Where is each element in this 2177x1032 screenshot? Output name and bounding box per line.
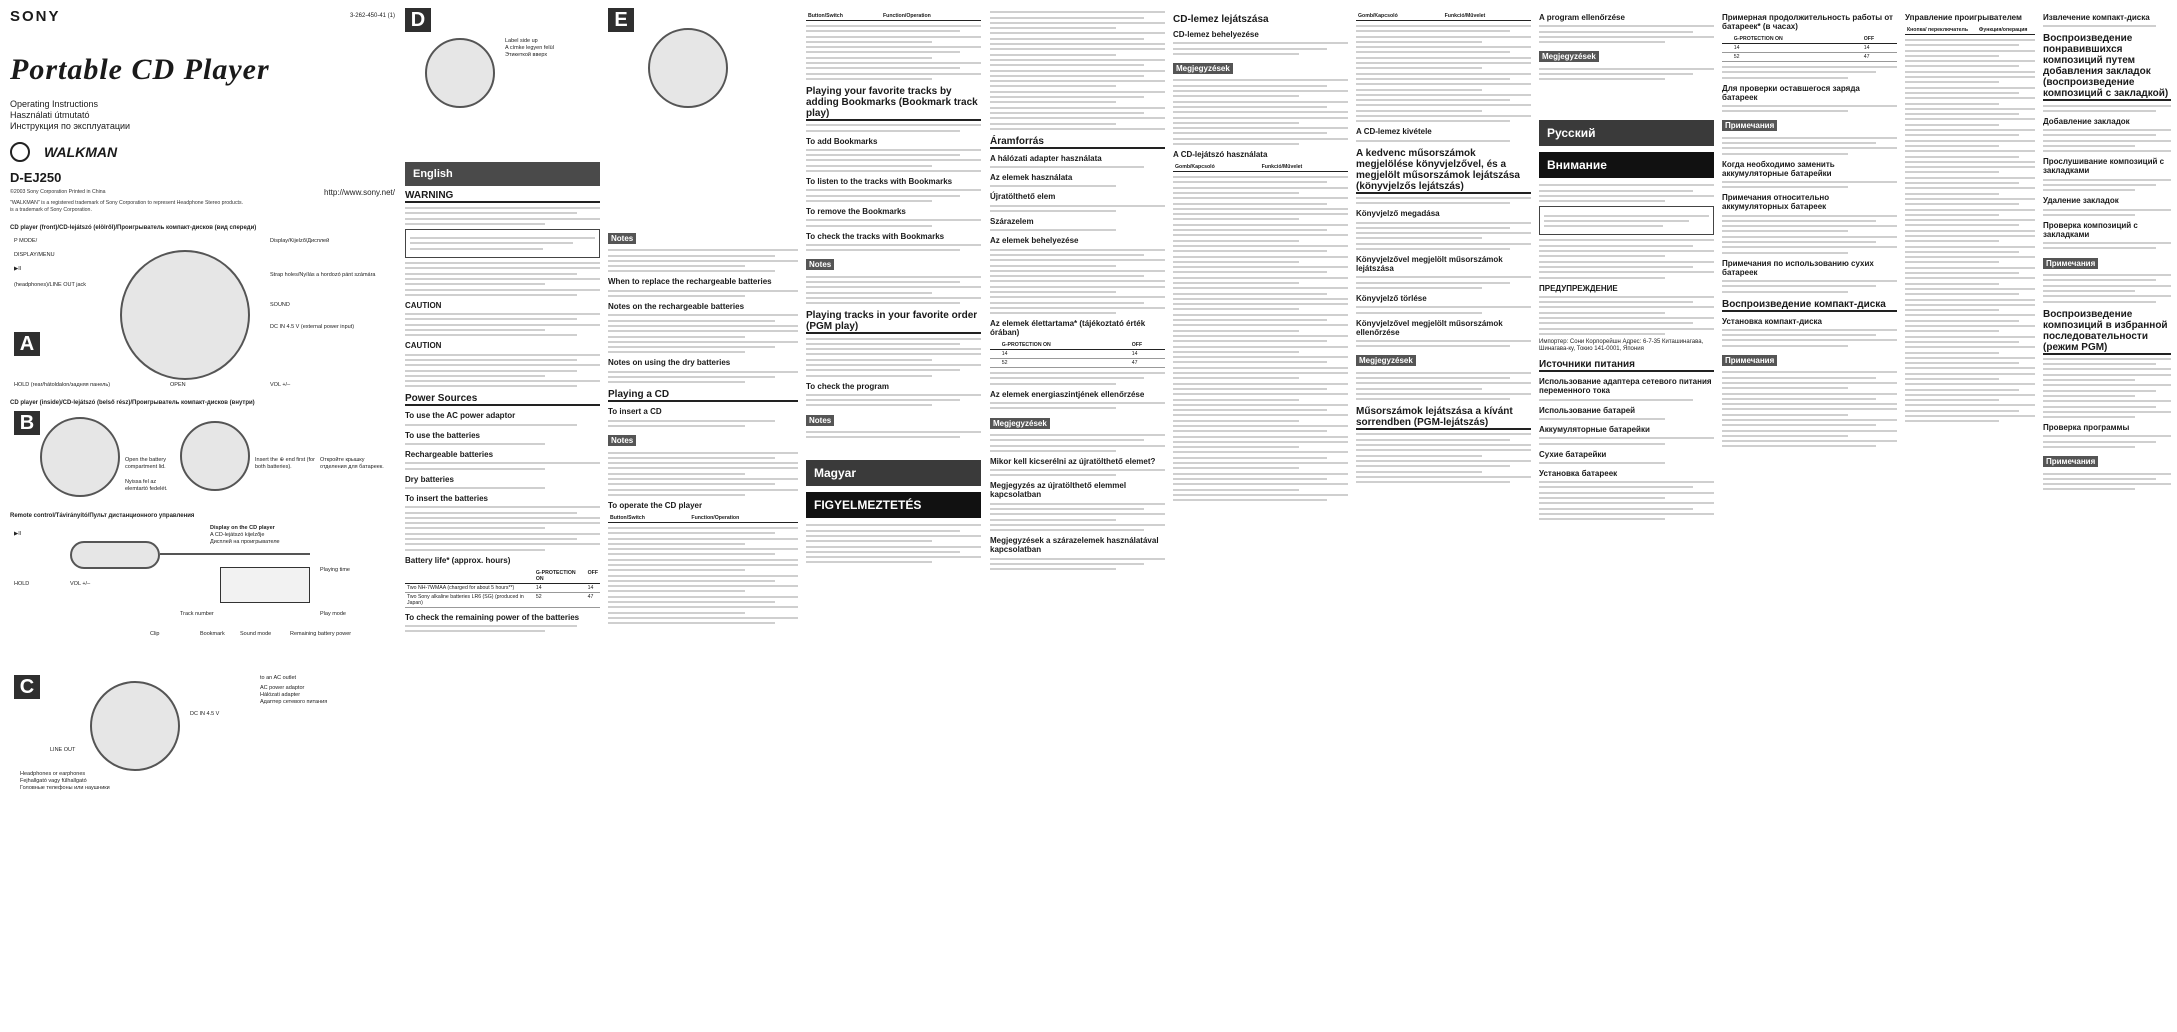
- remote-label-display-hu: A CD-lejátszó kijelzője: [210, 531, 265, 538]
- table-row: Two Sony alkaline batteries LR6 (SG) (produced in Japan) 52 47: [405, 592, 600, 607]
- playing-cd-heading: Playing a CD: [608, 389, 798, 402]
- russian-column-3: [1905, 8, 2035, 1024]
- dry-batteries-heading: Dry batteries: [405, 474, 454, 484]
- copyright: ©2003 Sony Corporation Printed in China: [10, 189, 106, 195]
- sony-logo: SONY: [10, 8, 61, 25]
- ru-pgm-heading: Воспроизведение композиций в избранной последовательности (режим PGM): [2043, 309, 2171, 355]
- label-open: OPEN: [170, 382, 186, 389]
- listen-bookmarks-heading: To listen to the tracks with Bookmarks: [806, 177, 953, 187]
- label-side-up-ru: Этикеткой вверх: [505, 52, 548, 58]
- hu-cd-insert-heading: CD-lemez behelyezése: [1173, 30, 1259, 39]
- hu-bookmark-remove-heading: Könyvjelző törlése: [1356, 293, 1427, 303]
- ru-bookmark-heading: Воспроизведение понравившихся композиций путем добавления закладок (воспроизведение композиций с закладкой): [2043, 33, 2171, 101]
- remote-label-display: Display on the CD player: [210, 524, 275, 531]
- hu-life-heading: Az elemek élettartama* (tájékoztató érték órában): [990, 319, 1146, 338]
- trademark-note: "WALKMAN" is a registered trademark of Sony Corporation to represent Headphone Stereo products.: [10, 200, 244, 207]
- ac-adaptor-heading: To use the AC power adaptor: [405, 411, 516, 421]
- english-caution-heading: CAUTION: [405, 300, 442, 310]
- website-link[interactable]: http://www.sony.net/: [324, 188, 395, 197]
- ru-batteries-heading: Использование батарей: [1539, 405, 1636, 415]
- battery-table-head-on: G-PROTECTION ON: [534, 569, 586, 584]
- label-hold: HOLD (rear/hátoldalon/задняя панель): [14, 382, 111, 389]
- label-pmode: P MODE/: [14, 238, 38, 245]
- hu-replace-heading: Mikor kell kicserélni az újratölthető elemet?: [990, 456, 1156, 466]
- english-column-2: [608, 8, 798, 1024]
- notes-heading-2: Notes: [608, 435, 636, 446]
- operate-table-continued: [806, 12, 981, 21]
- inside-figure: [10, 407, 395, 507]
- hu-notes-heading-3: Megjegyzések: [1356, 355, 1416, 366]
- insert-cd-heading: To insert a CD: [608, 407, 662, 417]
- label-dc-in-45: DC IN 4.5 V: [190, 710, 220, 717]
- insert-batteries-heading: To insert the batteries: [405, 493, 488, 503]
- model-number: D-EJ250: [10, 170, 62, 185]
- cd-player-inside-illustration: [40, 417, 120, 497]
- batteries-heading: To use the batteries: [405, 430, 480, 440]
- cd-logo-icon: [10, 142, 30, 162]
- remote-label-battery: Remaining battery power: [290, 630, 352, 637]
- hu-operate-table-continued: Gomb/Kapcsoló Funkció/Művelet: [1356, 12, 1531, 21]
- english-column-1: [405, 8, 600, 1024]
- ru-pgm-check-heading: Проверка программы: [2043, 423, 2130, 433]
- label-vol: VOL +/–: [270, 382, 291, 389]
- hu-adaptor-heading: A hálózati adapter használata: [990, 153, 1102, 163]
- remote-label-playmode: Play mode: [320, 610, 346, 617]
- english-column-3: [806, 8, 981, 1024]
- add-bookmarks-heading: To add Bookmarks: [806, 136, 878, 146]
- ru-notes-dry-heading: Примечания по использованию сухих батареек: [1722, 258, 1874, 277]
- hu-bookmark-add-heading: Könyvjelző megadása: [1356, 209, 1440, 219]
- hungarian-column-3: [1356, 8, 1531, 1024]
- label-ac-adaptor: AC power adaptor: [260, 684, 305, 691]
- hu-check-heading: Az elemek energiaszintjének ellenőrzése: [990, 389, 1145, 399]
- part-number: 3-262-450-41 (1): [349, 12, 395, 19]
- russian-column-2: [1722, 8, 1897, 1024]
- subtitle-hu: Használati útmutató: [10, 110, 90, 120]
- ru-power-heading: Источники питания: [1539, 359, 1714, 372]
- ru-rechargeable-heading: Аккумуляторные батарейки: [1539, 424, 1650, 434]
- table-row: 14 14: [1722, 44, 1897, 53]
- table-row: 52 47: [990, 359, 1165, 368]
- ru-warning-heading: ПРЕДУПРЕЖДЕНИЕ: [1539, 283, 1618, 293]
- ru-insert-cd-heading: Установка компакт-диска: [1722, 316, 1822, 326]
- remote-label-bookmark: Bookmark: [200, 630, 225, 637]
- hu-pgm-check-heading: A program ellenőrzése: [1539, 13, 1625, 22]
- hu-notes-heading: Megjegyzések: [990, 418, 1050, 429]
- remote-figure-caption: Remote control/Távirányító/Пульт дистанционного управления: [10, 513, 195, 520]
- figure-letter-a: A: [14, 332, 40, 356]
- ru-notes-heading-3: Примечания: [2043, 258, 2098, 269]
- inside-figure-caption: CD player (inside)/CD-lejátszó (belső rész)/Проигрыватель компакт-дисков (внутри): [10, 400, 255, 407]
- remote-label-track: Track number: [180, 610, 214, 617]
- hu-notes-recharge-heading: Megjegyzés az újratölthető elemmel kapcsolatban: [990, 481, 1127, 500]
- table-row: Two NH-7WMAA (charged for about 5 hours**) 14 14: [405, 583, 600, 592]
- ru-listen-bm-heading: Прослушивание композиций с закладками: [2043, 157, 2165, 176]
- hungarian-banner: Magyar: [806, 460, 981, 486]
- notes-rechargeable-heading: Notes on the rechargeable batteries: [608, 302, 745, 312]
- ru-remove-cd-heading: Извлечение компакт-диска: [2043, 13, 2150, 22]
- subtitle-en: Operating Instructions: [10, 99, 99, 109]
- hu-power-heading: Áramforrás: [990, 136, 1165, 149]
- label-headphones-ru: Головные телефоны или наушники: [20, 784, 110, 791]
- hu-batteries-heading: Az elemek használata: [990, 173, 1073, 183]
- trademark-note-2: is a trademark of Sony Corporation.: [10, 206, 92, 213]
- front-figure: [10, 232, 395, 392]
- ru-importer: Импортер: Сони Корпорейшн Адрес: 6-7-35 Киташинагава, Шинагава-ку, Токио 141-0001, Япония: [1539, 338, 1704, 353]
- cover-column: [10, 8, 395, 1024]
- label-open-lid: Open the battery compartment lid.: [125, 457, 166, 470]
- front-figure-caption: CD player (front)/CD-lejátszó (elölről)/Проигрыватель компакт-дисков (вид спереди): [10, 225, 257, 232]
- remote-label-hold: HOLD: [14, 580, 30, 587]
- russian-column-1: [1539, 8, 1714, 1024]
- russian-column-4: [2043, 8, 2171, 1024]
- subtitle-ru: Инструкция по эксплуатации: [10, 121, 131, 131]
- hungarian-column-2: [1173, 8, 1348, 1024]
- operate-player-heading: To operate the CD player: [608, 500, 703, 510]
- label-display: Display/Kijelző/Дисплей: [270, 238, 330, 245]
- label-insert-plus: Insert the ⊕ end first (for both batteries).: [255, 457, 315, 470]
- battery-life-table: [405, 569, 600, 608]
- operate-table-head-button: Button/Switch: [608, 514, 689, 523]
- hu-recharge-heading: Újratölthető elem: [990, 192, 1056, 202]
- remove-cd-illustration: [648, 28, 728, 108]
- hu-cd-remove-heading: A CD-lemez kivétele: [1356, 127, 1432, 137]
- ru-check-heading: Для проверки оставшегося заряда батареек: [1722, 83, 1860, 102]
- power-sources-heading: Power Sources: [405, 393, 600, 406]
- russian-attention-banner: Внимание: [1539, 152, 1714, 178]
- label-side-up-hu: A címke legyen felül: [505, 45, 554, 51]
- ru-notes-heading-2: Примечания: [1722, 355, 1777, 366]
- figure-e: [608, 8, 798, 118]
- label-ac-adaptor-hu: Hálózati adapter: [260, 691, 301, 698]
- ru-control-heading: Управление проигрывателем: [1905, 13, 2022, 22]
- english-caution-heading-2: CAUTION: [405, 341, 442, 351]
- hu-operate-heading: A CD-lejátszó használata: [1173, 150, 1268, 160]
- battery-table-head-off: OFF: [586, 569, 600, 584]
- ru-check-bm-heading: Проверка композиций с закладками: [2043, 220, 2138, 239]
- label-open-lid-ru: Откройте крышку отделения для батареек.: [320, 457, 384, 470]
- hu-bookmark-check-heading: Könyvjelzővel megjelölt műsorszámok ellenőrzése: [1356, 318, 1503, 337]
- insert-cd-illustration: [425, 38, 495, 108]
- ru-notes-heading-4: Примечания: [2043, 456, 2098, 467]
- ru-life-heading: Примерная продолжительность работы от батареек* (в часах): [1722, 13, 1893, 31]
- check-program-heading: To check the program: [806, 381, 889, 391]
- notes-heading-3: Notes: [806, 259, 834, 270]
- notes-heading-4: Notes: [806, 415, 834, 426]
- battery-compartment-illustration: [180, 421, 250, 491]
- hungarian-column-1: [990, 8, 1165, 1024]
- english-warning-heading: WARNING: [405, 190, 600, 203]
- product-title: Portable CD Player: [10, 53, 270, 86]
- adaptor-figure: [10, 671, 395, 791]
- label-play-pause: ▶II: [14, 266, 22, 273]
- ru-remove-bm-heading: Удаление закладок: [2043, 196, 2119, 206]
- remote-label-sound: Sound mode: [240, 630, 272, 637]
- ru-playback-heading: Воспроизведение компакт-диска: [1722, 299, 1897, 312]
- cd-player-front-illustration: [120, 250, 250, 380]
- operate-table-head-function: Function/Operation: [689, 514, 798, 523]
- label-headphones-hu: Fejhallgató vagy fülhallgató: [20, 777, 87, 784]
- hu-dry-heading: Szárazelem: [990, 217, 1034, 227]
- table-row: 52 47: [1722, 53, 1897, 62]
- label-open-lid-hu: Nyissa fel az elemtartó fedelét.: [125, 479, 168, 492]
- hu-notes-dry-heading: Megjegyzések a szárazelemek használatával kapcsolatban: [990, 536, 1159, 555]
- label-sound: SOUND: [270, 302, 290, 309]
- ru-adaptor-heading: Использование адаптера сетевого питания переменного тока: [1539, 377, 1712, 396]
- remote-control-illustration: [70, 541, 160, 569]
- ru-replace-heading: Когда необходимо заменить аккумуляторные батарейки: [1722, 159, 1835, 178]
- figure-letter-e: E: [608, 8, 634, 32]
- label-headphones-jack: (headphones)/LINE OUT jack: [14, 282, 87, 289]
- check-power-heading: To check the remaining power of the batteries: [405, 612, 580, 622]
- hu-bookmark-heading: A kedvenc műsorszámok megjelölése könyvjelzővel, és a megjelölt műsorszámok lejátszása (könyvjelzős lejátszás): [1356, 148, 1531, 194]
- remote-lcd-illustration: [220, 567, 310, 603]
- bookmark-play-heading: Playing your favorite tracks by adding Bookmarks (Bookmark track play): [806, 86, 981, 121]
- english-banner: English: [405, 162, 600, 186]
- battery-table-head-empty: [405, 569, 534, 584]
- ru-notes-heading: Примечания: [1722, 120, 1777, 131]
- remove-bookmarks-heading: To remove the Bookmarks: [806, 206, 906, 216]
- hungarian-warning-banner: FIGYELMEZTETÉS: [806, 492, 981, 518]
- ru-battery-table: G-PROTECTION ON OFF 14 14 52 47: [1722, 35, 1897, 62]
- label-ac-adaptor-ru: Адаптер сетевого питания: [260, 698, 328, 705]
- hu-notes-heading-2: Megjegyzések: [1173, 63, 1233, 74]
- replace-batteries-heading: When to replace the rechargeable batteries: [608, 277, 772, 287]
- hu-operate-table: Gomb/Kapcsoló Funkció/Művelet: [1173, 163, 1348, 172]
- hu-battery-table: G-PROTECTION ON OFF 14 14 52 47: [990, 341, 1165, 368]
- label-strap-holes: Strap holes/Nyílás a hordozó pánt számára: [270, 272, 376, 279]
- remote-figure: [10, 521, 395, 671]
- operate-table-cont-head-button: Button/Switch: [806, 12, 881, 21]
- label-line-out: LINE OUT: [50, 746, 76, 753]
- ru-insert-heading: Установка батареек: [1539, 468, 1618, 478]
- rechargeable-heading: Rechargeable batteries: [405, 450, 494, 460]
- walkman-logo: WALKMAN: [44, 144, 118, 160]
- figure-letter-b: B: [14, 411, 40, 435]
- pgm-play-heading: Playing tracks in your favorite order (PGM play): [806, 310, 981, 334]
- ru-control-table: Кнопка/ переключатель Функция/операция: [1905, 26, 2035, 35]
- hu-notes-heading-4: Megjegyzések: [1539, 51, 1599, 62]
- ru-dry-heading: Сухие батарейки: [1539, 449, 1607, 459]
- ru-add-bm-heading: Добавление закладок: [2043, 116, 2130, 126]
- remote-label-display-ru: Дисплей на проигрывателе: [210, 538, 280, 545]
- remote-label-clip: Clip: [150, 630, 160, 637]
- label-headphones: Headphones or earphones: [20, 770, 86, 777]
- ru-notes-rech-heading: Примечания относительно аккумуляторных батареек: [1722, 193, 1830, 212]
- russian-banner: Русский: [1539, 120, 1714, 146]
- hu-pgm-heading: Műsorszámok lejátszása a kívánt sorrendben (PGM-lejátszás): [1356, 406, 1531, 430]
- cd-player-adaptor-illustration: [90, 681, 180, 771]
- figure-letter-d: D: [405, 8, 431, 32]
- operate-table: [608, 514, 798, 523]
- label-side-up: Label side up: [505, 38, 538, 44]
- label-dc-in: DC IN 4.5 V (external power input): [270, 324, 355, 331]
- figure-letter-c: C: [14, 675, 40, 699]
- hu-cd-playback-heading: CD-lemez lejátszása: [1173, 14, 1269, 25]
- check-bookmarks-heading: To check the tracks with Bookmarks: [806, 231, 945, 241]
- hu-insert-heading: Az elemek behelyezése: [990, 236, 1079, 246]
- operate-table-cont-head-function: Function/Operation: [881, 12, 981, 21]
- hu-bookmark-play-heading: Könyvjelzővel megjelölt műsorszámok lejátszása: [1356, 255, 1503, 274]
- remote-label-vol: VOL +/–: [70, 580, 91, 587]
- figure-d: [405, 8, 600, 118]
- label-ac-outlet: to an AC outlet: [260, 674, 297, 681]
- notes-dry-heading: Notes on using the dry batteries: [608, 358, 731, 368]
- battery-life-heading: Battery life* (approx. hours): [405, 555, 511, 565]
- notes-heading: Notes: [608, 233, 636, 244]
- remote-label-play: ▶II: [14, 530, 22, 537]
- label-display-menu: DISPLAY/MENU: [14, 252, 55, 259]
- remote-label-playtime: Playing time: [320, 566, 350, 573]
- table-row: 14 14: [990, 350, 1165, 359]
